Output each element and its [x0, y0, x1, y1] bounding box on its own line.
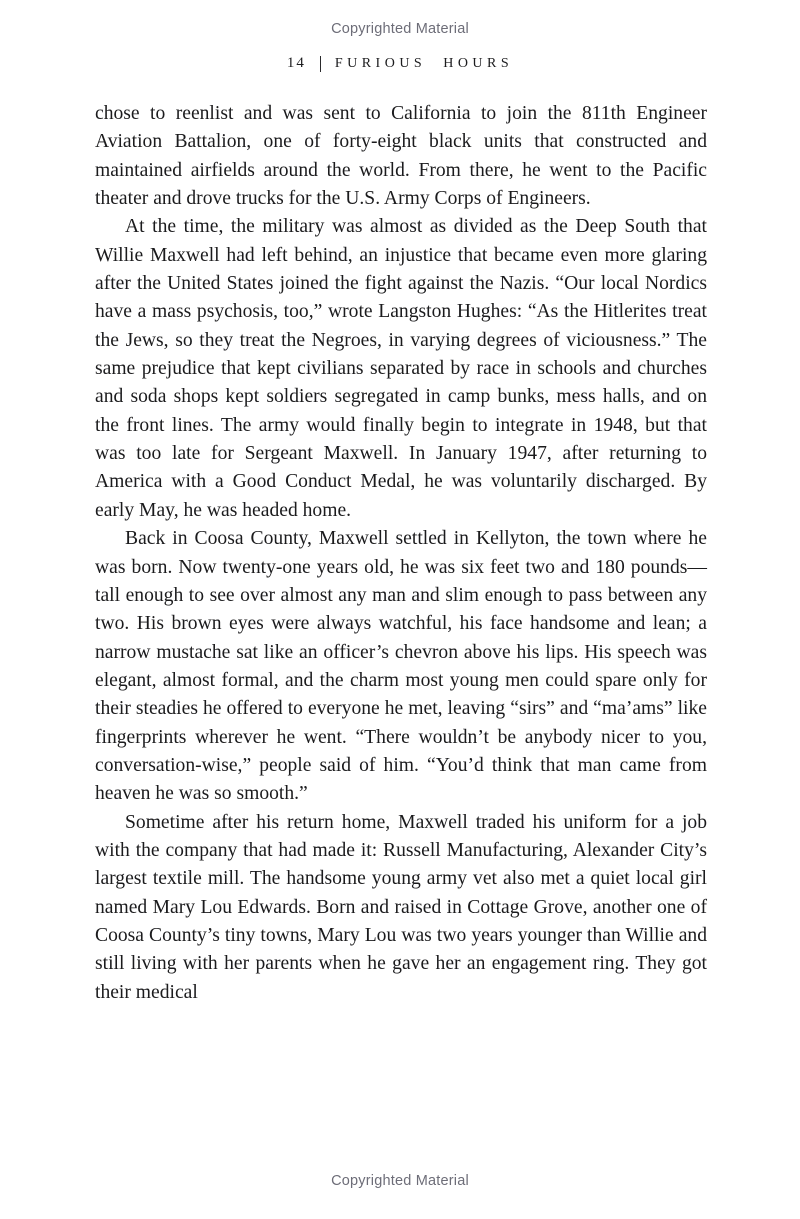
body-paragraph: At the time, the military was almost as divided as the Deep South that Willie Maxwell had left behind, an injustice that became even more glaring after the United States joined the fight against the Nazis. “Our local Nordics have a mass psychosis, too,” wrote Langston Hughes: “As the Hitlerites treat the Jews, so they treat the Negroes, in varying degrees of viciousness.” The same prejudice that kept civilians separated by race in schools and churches and soda shops kept soldiers segregated in camp bunks, mess halls, and on the front lines. The army would finally begin to integrate in 1948, but that was too late for Sergeant Maxwell. In January 1947, after returning to America with a Good Conduct Medal, he was voluntarily discharged. By early May, he was headed home. — [95, 216, 707, 521]
body-paragraph: Back in Coosa County, Maxwell settled in Kellyton, the town where he was born. Now twenty-one years old, he was six feet two and 180 pounds—tall enough to see over almost any man and slim enough to pass between any two. His brown eyes were always watchful, his face handsome and lean; a narrow mustache sat like an officer’s chevron above his lips. His speech was elegant, almost formal, and the charm most young men could spare only for their steadies he offered to everyone he met, leaving “sirs” and “ma’ams” like fingerprints wherever he went. “There wouldn’t be anybody nicer to you, conversation-wise,” people said of him. “You’d think that man came from heaven he was so smooth.” — [95, 528, 707, 805]
body-text-block — [95, 100, 707, 1007]
watermark-bottom: Copyrighted Material — [331, 1173, 469, 1189]
book-title: FURIOUS HOURS — [334, 55, 514, 71]
running-head — [0, 55, 800, 72]
header-divider — [320, 56, 321, 72]
watermark-top: Copyrighted Material — [331, 21, 469, 37]
page-number: 14 — [286, 55, 306, 71]
body-paragraph: chose to reenlist and was sent to California to join the 811th Engineer Aviation Battalion, one of forty-eight black units that constructed and maintained airfields around the world. From there, he went to the Pacific theater and drove trucks for the U.S. Army Corps of Engineers. — [95, 103, 707, 210]
body-paragraph: Sometime after his return home, Maxwell traded his uniform for a job with the company that had made it: Russell Manufacturing, Alexander City’s largest textile mill. The handsome young army vet also met a quiet local girl named Mary Lou Edwards. Born and raised in Cottage Grove, another one of Coosa County’s tiny towns, Mary Lou was two years younger than Willie and still living with her parents when he gave her an engagement ring. They got their medical — [95, 811, 707, 1003]
